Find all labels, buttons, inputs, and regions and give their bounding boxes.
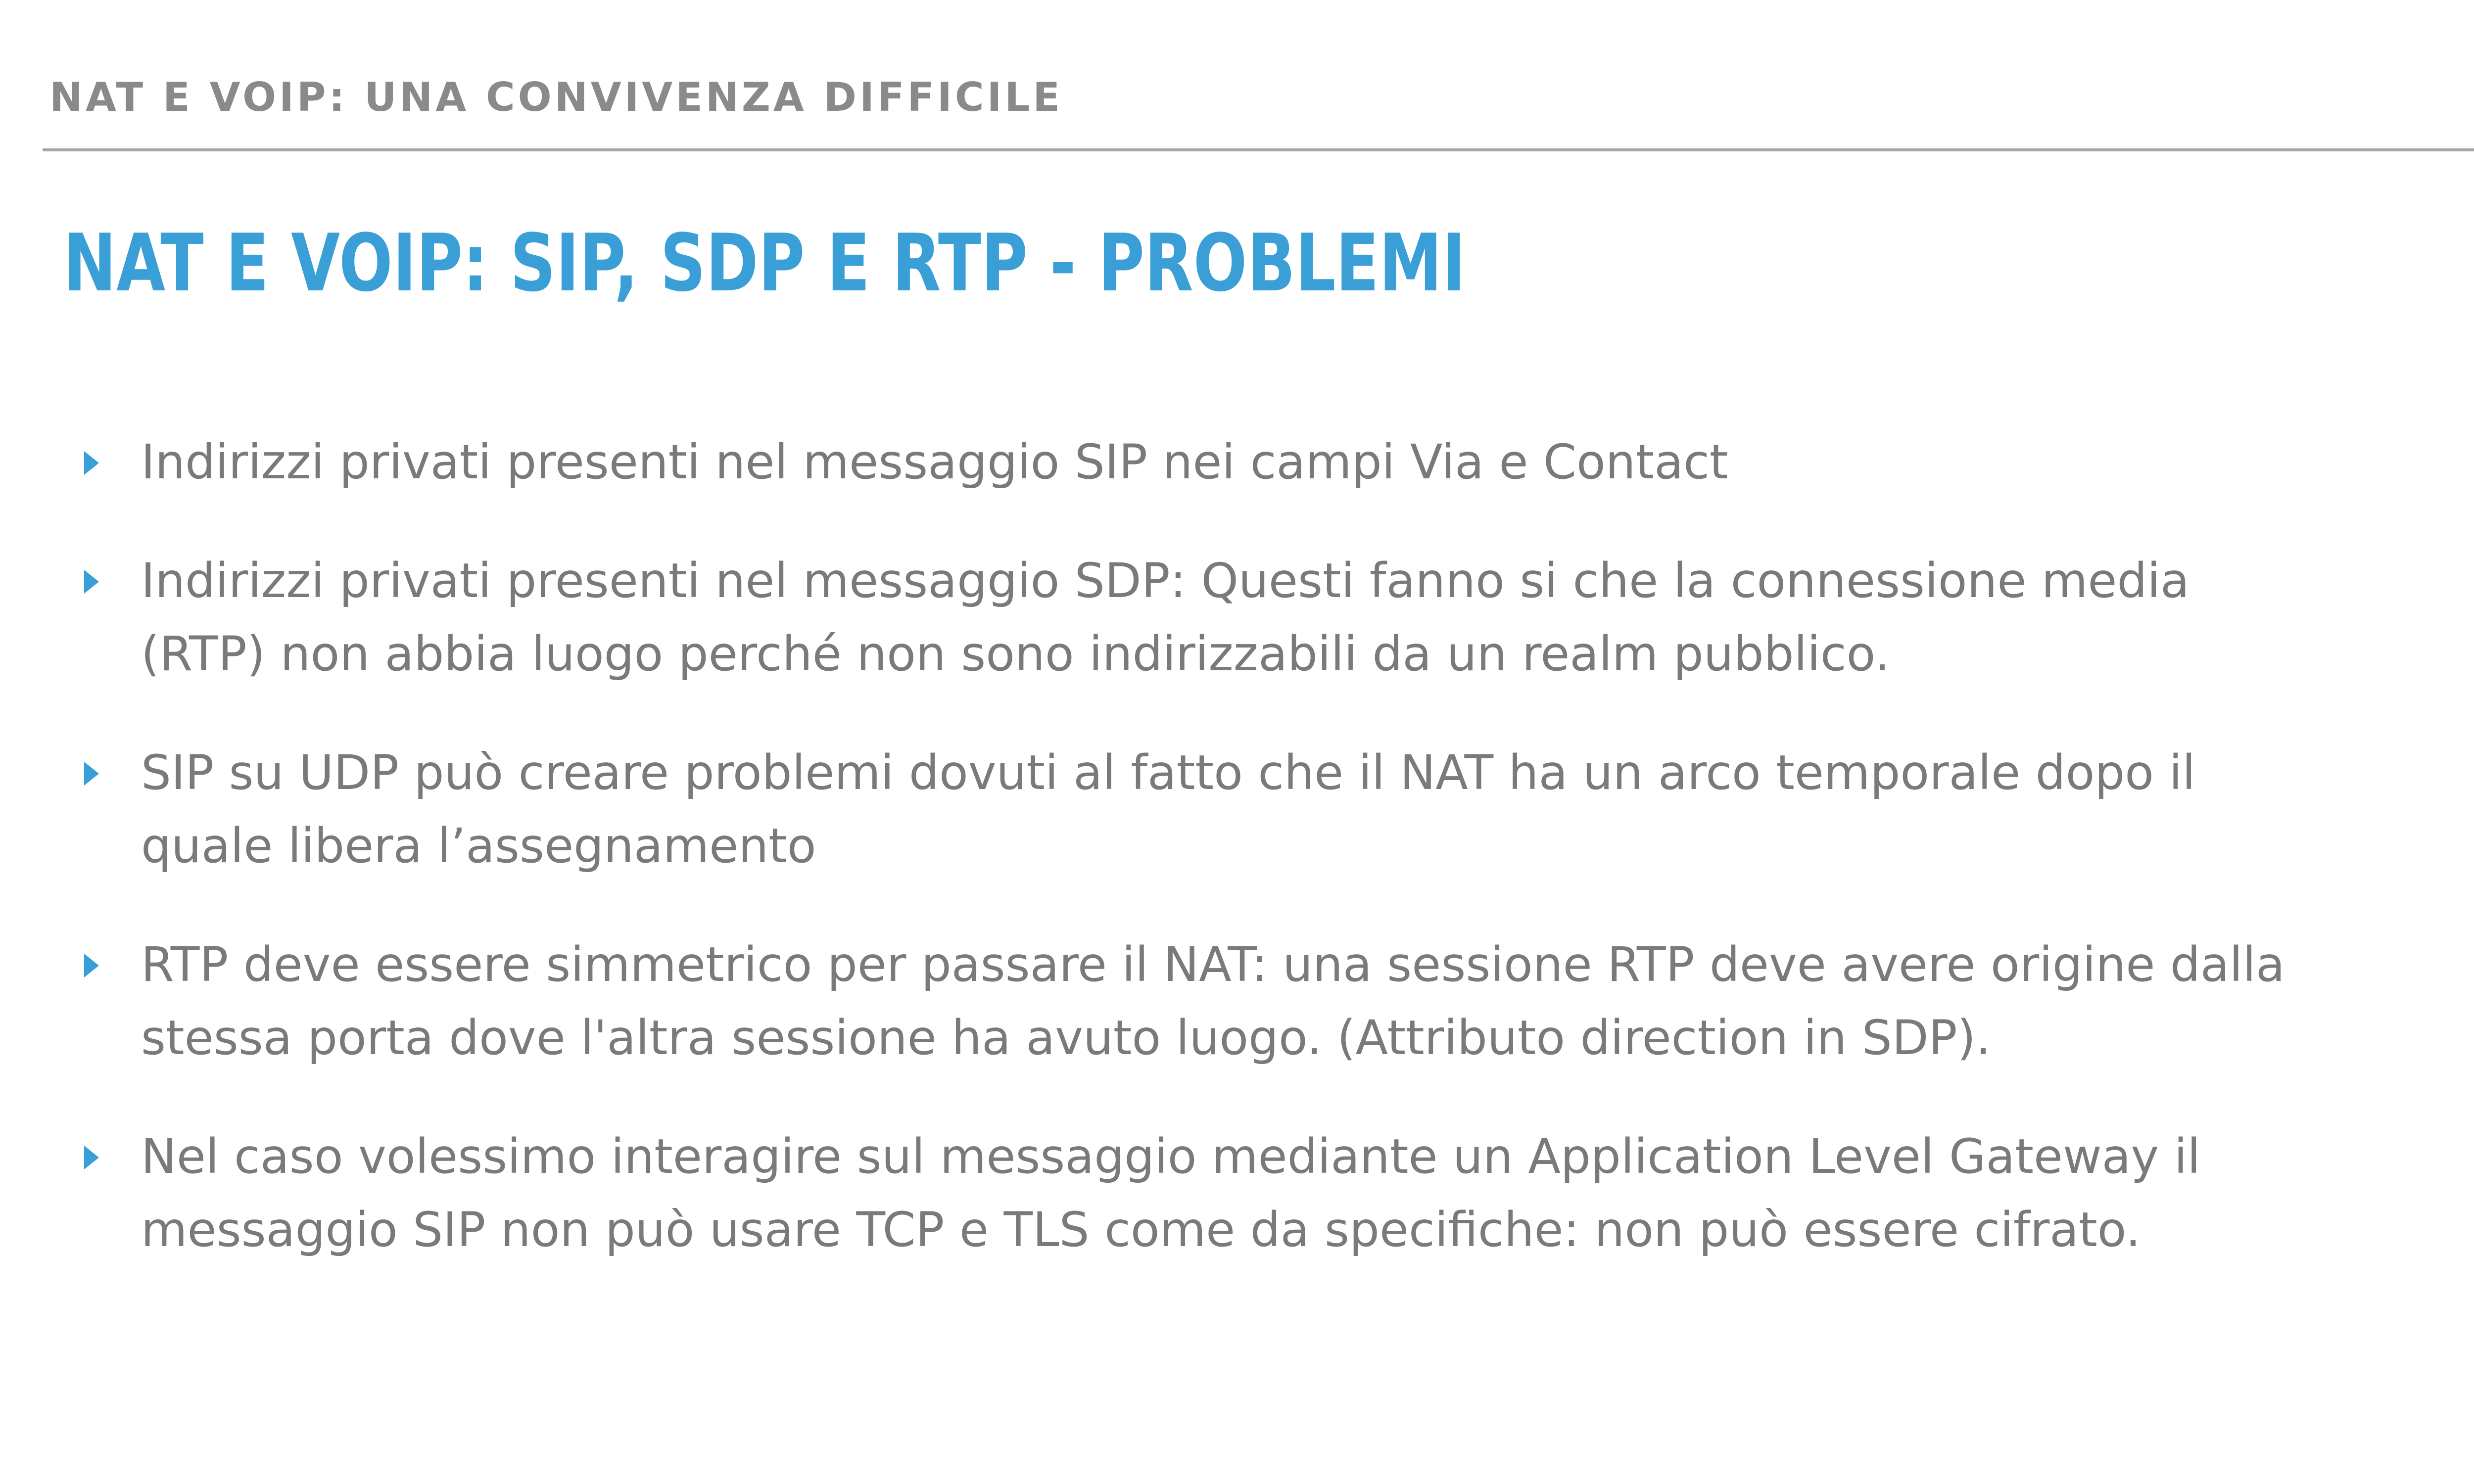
header-divider <box>43 148 2474 151</box>
section-header: NAT E VOIP: UNA CONVIVENZA DIFFICILE <box>49 74 1063 120</box>
triangle-right-icon <box>84 1146 99 1169</box>
bullet-item <box>84 928 2311 1074</box>
bullet-text: RTP deve essere simmetrico per passare il NAT: una sessione RTP deve avere origine dalla stessa porta dove l'altra sessione ha avuto luogo. (Attributo direction in SDP). <box>141 937 2285 1066</box>
bullet-item <box>84 544 2311 691</box>
bullet-list <box>84 425 2311 1312</box>
triangle-right-icon <box>84 451 99 475</box>
bullet-text: SIP su UDP può creare problemi dovuti al fatto che il NAT ha un arco temporale dopo il quale libera l’assegnamento <box>141 745 2195 874</box>
bullet-text: Nel caso volessimo interagire sul messaggio mediante un Application Level Gateway il messaggio SIP non può usare TCP e TLS come da specifiche: non può essere cifrato. <box>141 1129 2201 1257</box>
bullet-item <box>84 736 2311 882</box>
bullet-item <box>84 425 2311 499</box>
bullet-text: Indirizzi privati presenti nel messaggio SDP: Questi fanno si che la connessione media (RTP) non abbia luogo perché non sono indirizzabili da un realm pubblico. <box>141 553 2189 682</box>
slide-title: NAT E VOIP: SIP, SDP E RTP - PROBLEMI <box>63 217 1466 309</box>
triangle-right-icon <box>84 954 99 977</box>
bullet-text: Indirizzi privati presenti nel messaggio SIP nei campi Via e Contact <box>141 434 1728 490</box>
bullet-item <box>84 1120 2311 1266</box>
triangle-right-icon <box>84 762 99 786</box>
triangle-right-icon <box>84 570 99 594</box>
